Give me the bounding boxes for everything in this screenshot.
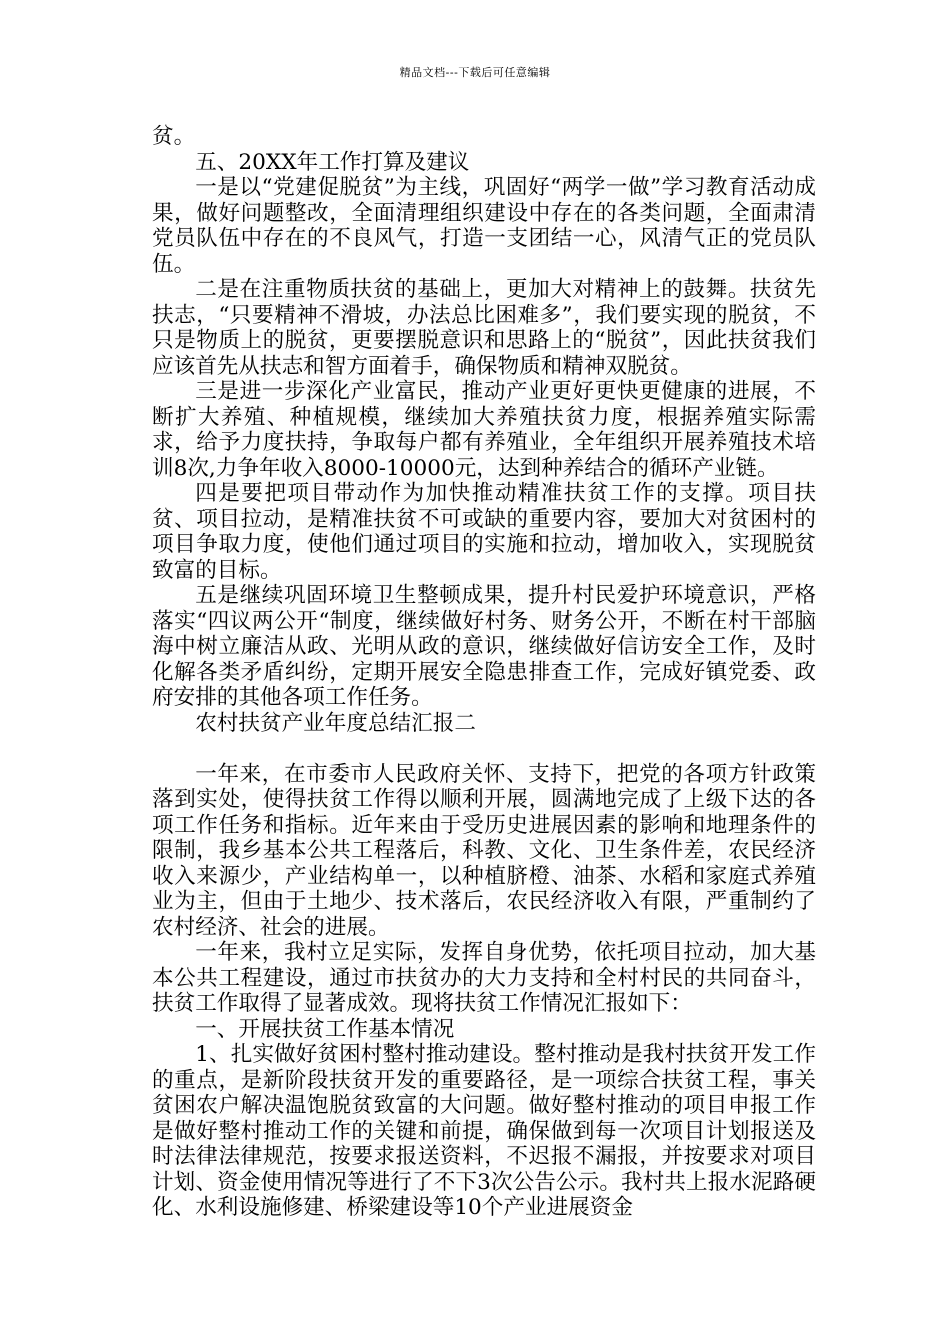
paragraph-plan-2: 二是在注重物质扶贫的基础上，更加大对精神上的鼓舞。扶贫先扶志，“只要精神不滑坡，办法总比困难多”，我们要实现的脱贫，不只是物质上的脱贫，更要摆脱意识和思路上的“脱贫”，因此扶贫我们应该首先从扶志和智方面着手，确保物质和精神双脱贫。 — [152, 277, 816, 379]
paragraph-item-1: 1、扎实做好贫困村整村推动建设。整村推动是我村扶贫开发工作的重点，是新阶段扶贫开发的重要路径，是一项综合扶贫工程，事关贫困农户解决温饱脱贫致富的大问题。做好整村推动的项目申报工作是做好整村推动工作的关键和前提，确保做到每一次项目计划报送及时法律法律规范，按要求报送资料，不迟报不漏报，并按要求对项目计划、资金使用情况等进行了不下3次公告公示。我村共上报水泥路硬化、水利设施修建、桥梁建设等10个产业进展资金 — [152, 1042, 816, 1220]
document-body — [152, 124, 816, 1221]
page-header: 精品文档---下载后可任意编辑 — [399, 66, 551, 79]
paragraph-plan-4: 四是要把项目带动作为加快推动精准扶贫工作的支撑。项目扶贫、项目拉动，是精准扶贫不可或缺的重要内容，要加大对贫困村的项目争取力度，使他们通过项目的实施和拉动，增加收入，实现脱贫致富的目标。 — [152, 481, 816, 583]
paragraph-plan-1: 一是以“党建促脱贫”为主线，巩固好“两学一做”学习教育活动成果，做好问题整改，全面清理组织建设中存在的各类问题，全面肃清党员队伍中存在的不良风气，打造一支团结一心，风清气正的党员队伍。 — [152, 175, 816, 277]
paragraph-plan-3: 三是进一步深化产业富民，推动产业更好更快更健康的进展，不断扩大养殖、种植规模，继续加大养殖扶贫力度，根据养殖实际需求，给予力度扶持，争取每户都有养殖业，全年组织开展养殖技术培训8次,力争年收入8000-10000元，达到种养结合的循环产业链。 — [152, 379, 816, 481]
paragraph-intro: 一年来，在市委市人民政府关怀、支持下，把党的各项方针政策落到实处，使得扶贫工作得以顺利开展，圆满地完成了上级下达的各项工作任务和指标。近年来由于受历史进展因素的影响和地理条件的限制，我乡基本公共工程落后，科教、文化、卫生条件差，农民经济收入来源少，产业结构单一，以种植脐橙、油茶、水稻和家庭式养殖业为主，但由于土地少、技术落后，农民经济收入有限，严重制约了农村经济、社会的进展。 — [152, 761, 816, 940]
section-heading-plans: 五、20XX年工作打算及建议 — [195, 149, 470, 175]
paragraph-plan-5: 五是继续巩固环境卫生整顿成果，提升村民爱护环境意识，严格落实“四议两公开“制度，继续做好村务、财务公开，不断在村干部脑海中树立廉洁从政、光明从政的意识，继续做好信访安全工作，及时化解各类矛盾纠纷，定期开展安全隐患排查工作，完成好镇党委、政府安排的其他各项工作任务。 — [152, 583, 816, 710]
section-heading-basic-situation: 一、开展扶贫工作基本情况 — [195, 1016, 455, 1042]
paragraph-continuation: 贫。 — [152, 124, 196, 149]
report-title-two: 农村扶贫产业年度总结汇报二 — [195, 710, 476, 736]
paragraph-overview: 一年来，我村立足实际，发挥自身优势，依托项目拉动，加大基本公共工程建设，通过市扶贫办的大力支持和全村村民的共同奋斗，扶贫工作取得了显著成效。现将扶贫工作情况汇报如下： — [152, 940, 816, 1016]
